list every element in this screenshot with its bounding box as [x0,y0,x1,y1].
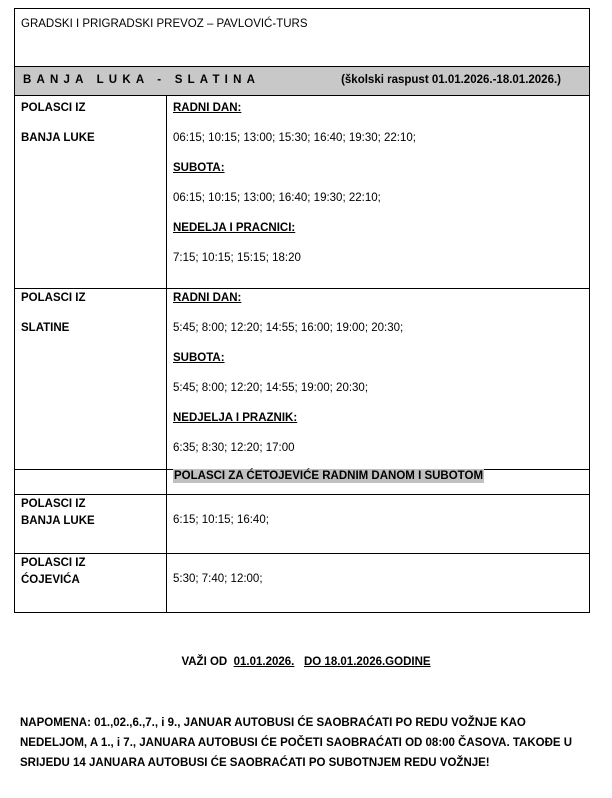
route-bar [15,67,590,96]
origin-line1: POLASCI IZ [21,292,86,304]
cojevici-times: 6:15; 10:15; 16:40; [173,514,269,526]
times-cell-slatina [167,289,590,470]
origin-line2: BANJA LUKE [21,515,95,527]
origin-cell-banja-luka [15,96,167,289]
sunday-times: 7:15; 10:15; 15:15; 18:20 [173,252,301,264]
cojevici-heading-cell [167,470,590,495]
times-cell-banja-luka [167,96,590,289]
validity-to: DO 18.01.2026.GODINE [303,656,431,668]
validity-prefix: VAŽI OD [181,656,228,668]
company-name: GRADSKI I PRIGRADSKI PREVOZ – PAVLOVIĆ-TURS [21,18,308,30]
sunday-label: NEDELJA I PRACNICI: [173,222,296,234]
route-name: BANJA LUKA - SLATINA [23,74,261,86]
validity-from: 01.01.2026. [233,656,295,668]
saturday-times: 5:45; 8:00; 12:20; 14:55; 19:00; 20:30; [173,382,369,394]
sunday-label: NEDJELJA I PRAZNIK: [173,412,298,424]
origin-cell-cojevici-2 [15,554,167,613]
origin-cell-slatina [15,289,167,470]
cojevici-times: 5:30; 7:40; 12:00; [173,573,263,585]
empty-cell [15,470,167,495]
note-paragraph: NAPOMENA: 01.,02.,6.,7., i 9., JANUAR AUTOBUSI ĆE SAOBRAĆATI PO REDU VOŽNJE KAO NEDELJOM, A 1., i 7., JANUARA AUTOBUSI ĆE POČETI SAOBRAĆATI OD 08:00 ČASOVA. TAKOĐE U SRIJEDU 14 JANUARA AUTOBUSI ĆE SAOBRAĆATI PO SUBOTNJEM REDU VOŽNJE! [20,717,573,769]
saturday-label: SUBOTA: [173,162,225,174]
origin-line2: ĆOJEVIĆA [21,574,80,586]
origin-line1: POLASCI IZ [21,498,86,510]
cojevici-heading: POLASCI ZA ĆETOJEVIĆE RADNIM DANOM I SUBOTOM [174,470,484,482]
origin-line2: SLATINE [21,322,70,334]
saturday-label: SUBOTA: [173,352,225,364]
origin-line1: POLASCI IZ [21,557,86,569]
header-cell [15,9,590,67]
weekday-label: RADNI DAN: [173,102,242,114]
validity-line [0,656,612,668]
origin-line2: BANJA LUKE [21,132,95,144]
weekday-label: RADNI DAN: [173,292,242,304]
weekday-times: 5:45; 8:00; 12:20; 14:55; 16:00; 19:00; 20:30; [173,322,404,334]
origin-line1: POLASCI IZ [21,102,86,114]
origin-cell-cojevici-1 [15,495,167,554]
times-cell-cojevici-2 [167,554,590,613]
saturday-times: 06:15; 10:15; 13:00; 16:40; 19:30; 22:10; [173,192,381,204]
route-period: (školski raspust 01.01.2026.-18.01.2026.) [341,74,561,86]
times-cell-cojevici-1 [167,495,590,554]
weekday-times: 06:15; 10:15; 13:00; 15:30; 16:40; 19:30; 22:10; [173,132,416,144]
sunday-times: 6:35; 8:30; 12:20; 17:00 [173,442,295,454]
timetable [14,8,590,613]
